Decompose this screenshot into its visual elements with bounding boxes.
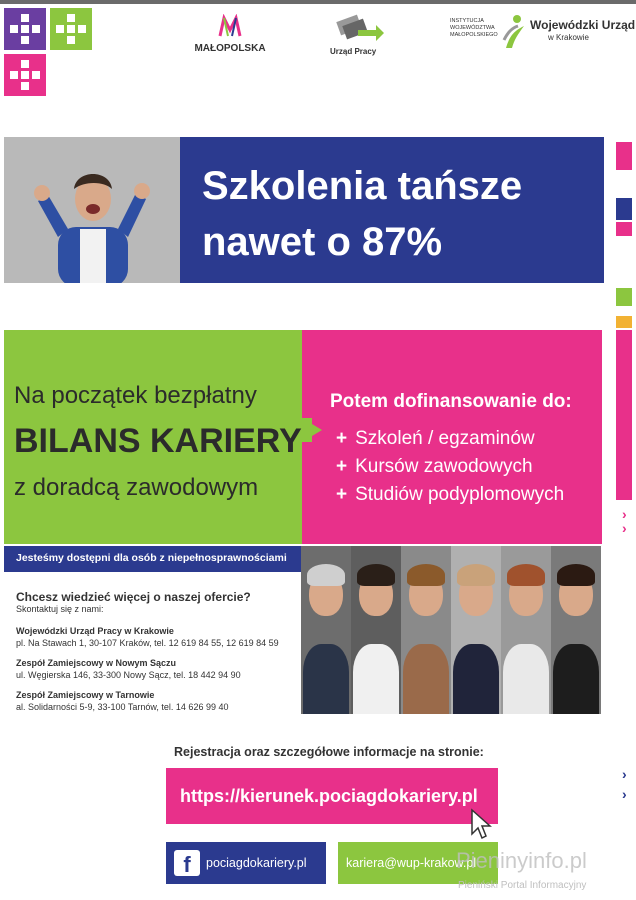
office-name: Zespół Zamiejscowy w Tarnowie (16, 690, 155, 700)
accessibility-text: Jesteśmy dostępni dla osób z niepełnosprawnościami (16, 552, 287, 564)
arrow-logo-icon (330, 14, 386, 42)
urzad-pracy-logo (330, 14, 390, 54)
dofinansowanie-title: Potem dofinansowanie do: (330, 391, 572, 412)
wup-logo-icon (502, 14, 528, 50)
malopolska-m-icon (190, 14, 270, 38)
facebook-link[interactable]: pociagdokariery.pl (206, 856, 307, 870)
edge-tab (616, 330, 632, 500)
person-image (501, 546, 551, 714)
office-address: al. Solidarności 5-9, 33-100 Tarnów, tel. 14 626 99 40 (16, 702, 229, 712)
dofinansowanie-item-label: Szkoleń / egzaminów (355, 428, 535, 449)
institution-line-3: MAŁOPOLSKIEGO (450, 32, 498, 38)
registration-label: Rejestracja oraz szczegółowe informacje na stronie: (174, 745, 484, 759)
hero-title (202, 158, 522, 270)
pattern-tiles-icon (4, 8, 94, 98)
person-image (451, 546, 501, 714)
bilans-line-1: Na początek bezpłatny (14, 382, 257, 409)
malopolska-label: MAŁOPOLSKA (194, 43, 266, 54)
edge-tab (616, 316, 632, 328)
office-address: ul. Węgierska 146, 33-300 Nowy Sącz, tel. 18 442 94 90 (16, 670, 241, 680)
hero-title-line-2: nawet o 87% (202, 220, 443, 264)
dofinansowanie-item (336, 456, 533, 478)
dofinansowanie-item-label: Studiów podyplomowych (355, 484, 565, 505)
office-name: Zespół Zamiejscowy w Nowym Sączu (16, 658, 177, 668)
watermark-title: Pieninyinfo.pl (456, 848, 587, 873)
edge-tab (616, 222, 632, 236)
edge-tab (616, 198, 632, 220)
bilans-line-3: z doradcą zawodowym (14, 474, 259, 501)
wup-city: w Krakowie (548, 33, 589, 42)
hero-title-line-1: Szkolenia tańsze (202, 164, 523, 208)
watermark-subtitle: Pieniński Portal Informacyjny (458, 880, 587, 891)
thinking-people-photo (301, 546, 601, 714)
institution-line-1: INSTYTUCJA (450, 18, 484, 24)
office-address: pl. Na Stawach 1, 30-107 Kraków, tel. 12 619 84 55, 12 619 84 59 (16, 638, 279, 648)
institution-label (450, 18, 498, 39)
cursor-icon (470, 808, 494, 840)
hero-photo (4, 137, 180, 283)
plus-icon: + (336, 456, 348, 477)
institution-line-2: WOJEWÓDZTWA (450, 25, 495, 31)
person-image (351, 546, 401, 714)
malopolska-logo (190, 14, 270, 54)
dofinansowanie-item (336, 484, 564, 506)
office-name: Wojewódzki Urząd Pracy w Krakowie (16, 626, 174, 636)
website-link[interactable]: https://kierunek.pociagdokariery.pl (180, 786, 478, 806)
edge-tab (616, 288, 632, 306)
contact-subheading: Skontaktuj się z nami: (16, 604, 104, 614)
chevron-right-icon: › (622, 506, 627, 522)
edge-tab (616, 142, 632, 170)
chevron-right-icon: › (622, 766, 627, 782)
top-border (0, 0, 636, 4)
plus-icon: + (336, 428, 348, 449)
chevron-right-icon: › (622, 520, 627, 536)
plus-icon: + (336, 484, 348, 505)
email-link[interactable]: kariera@wup-krakow.pl (346, 856, 477, 870)
contact-heading: Chcesz wiedzieć więcej o naszej ofercie? (16, 590, 251, 604)
wup-name: Wojewódzki Urząd (530, 18, 636, 32)
urzad-pracy-label: Urząd Pracy (330, 47, 377, 56)
person-image (551, 546, 601, 714)
person-image (301, 546, 351, 714)
facebook-icon: f (174, 850, 200, 876)
cheering-man-image (4, 137, 180, 283)
person-image (401, 546, 451, 714)
dofinansowanie-item (336, 428, 535, 450)
dofinansowanie-item-label: Kursów zawodowych (355, 456, 533, 477)
bilans-line-2: BILANS KARIERY (14, 422, 302, 460)
malopolska-pattern-logo (4, 8, 94, 98)
chevron-right-icon: › (622, 786, 627, 802)
